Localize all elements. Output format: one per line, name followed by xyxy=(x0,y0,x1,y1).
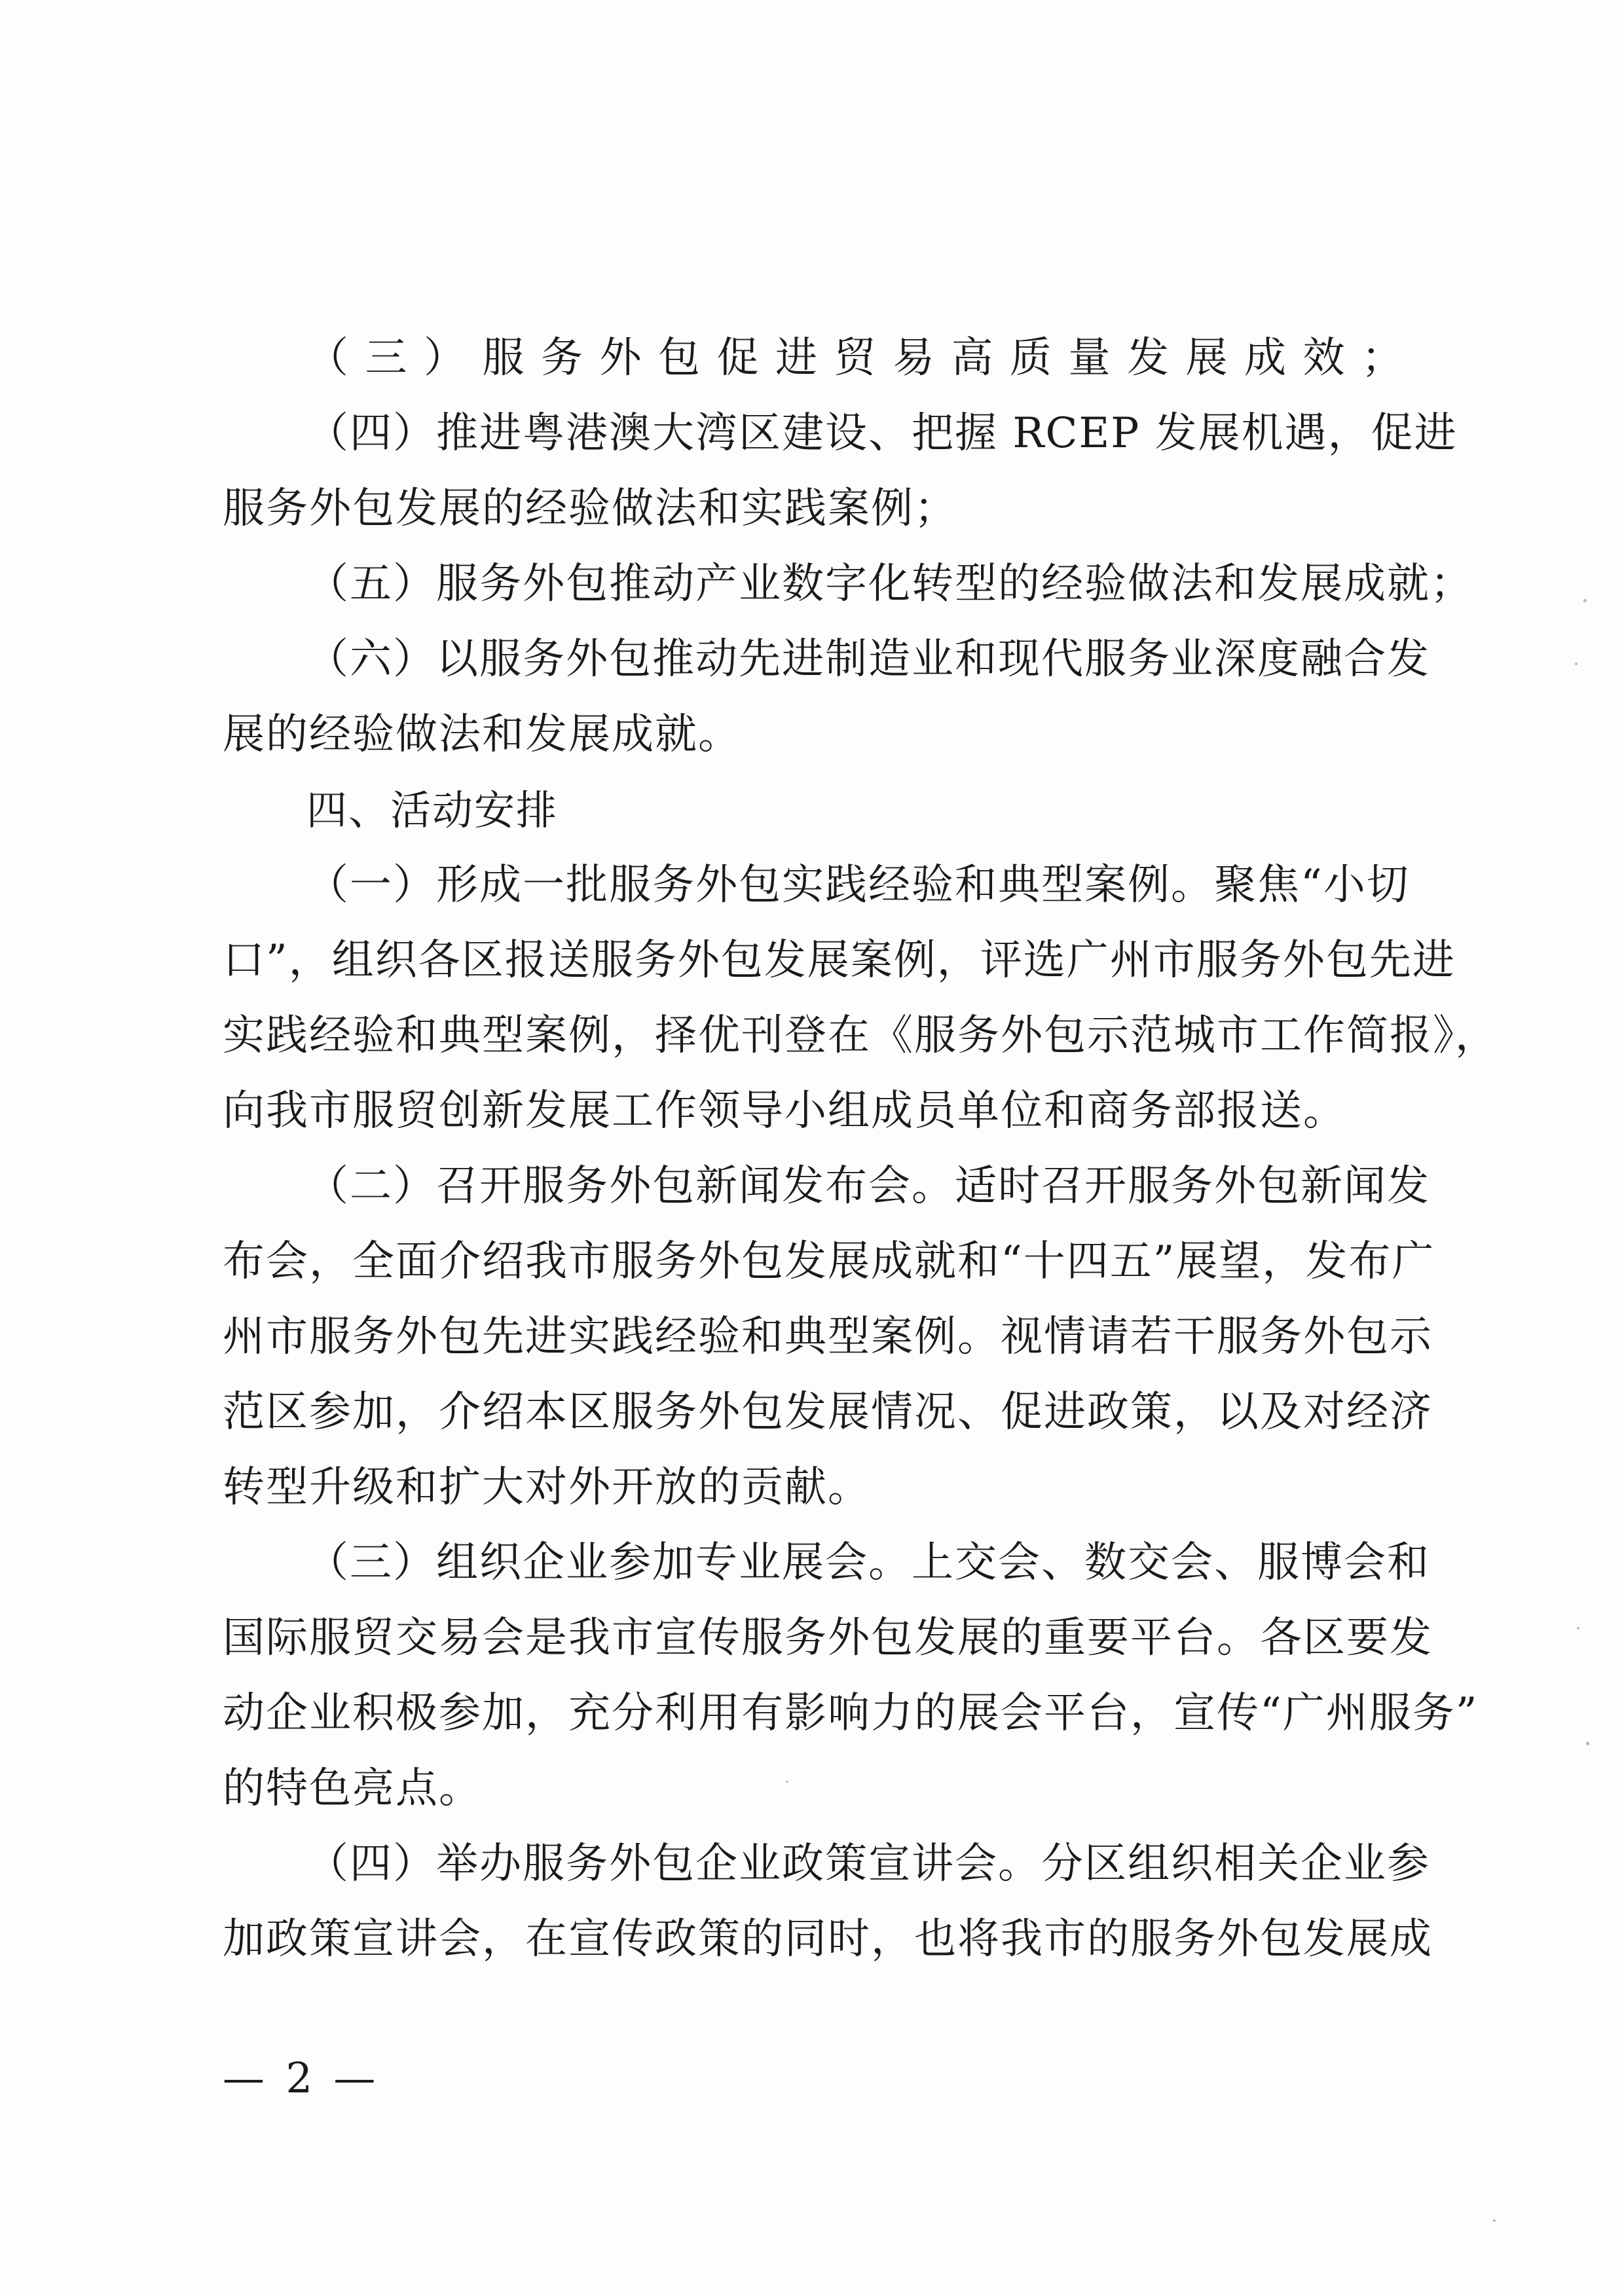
paragraph-line: （二）召开服务外包新闻发布会。适时召开服务外包新闻发 xyxy=(306,1162,1430,1211)
paragraph-line: 口”，组织各区报送服务外包发展案例，评选广州市服务外包先进 xyxy=(223,936,1456,985)
paragraph-line: （一）形成一批服务外包实践经验和典型案例。聚焦“小切 xyxy=(306,861,1410,909)
scan-speck xyxy=(1577,1627,1579,1630)
document-body xyxy=(223,321,1498,1977)
paragraph-line: 实践经验和典型案例，择优刊登在《服务外包示范城市工作简报》， xyxy=(223,1011,1498,1060)
paragraph-line: 的特色亮点。 xyxy=(223,1764,482,1813)
paragraph-line: （六）以服务外包推动先进制造业和现代服务业深度融合发 xyxy=(306,635,1430,683)
paragraph-line: （四）举办服务外包企业政策宣讲会。分区组织相关企业参 xyxy=(306,1840,1430,1888)
paragraph-line: （三）组织企业参加专业展会。上交会、数交会、服博会和 xyxy=(306,1539,1430,1587)
section-heading: 四、活动安排 xyxy=(306,786,559,834)
paragraph-line: 转型升级和扩大对外开放的贡献。 xyxy=(223,1463,871,1512)
paragraph-line: 范区参加，介绍本区服务外包发展情况、促进政策，以及对经济 xyxy=(223,1388,1433,1436)
paragraph-line: 向我市服贸创新发展工作领导小组成员单位和商务部报送。 xyxy=(223,1087,1346,1135)
paragraph-line: 布会，全面介绍我市服务外包发展成就和“十四五”展望，发布广 xyxy=(223,1237,1435,1286)
paragraph-line: 服务外包发展的经验做法和实践案例； xyxy=(223,484,957,533)
paragraph-line: 州市服务外包先进实践经验和典型案例。视情请若干服务外包示 xyxy=(223,1313,1433,1361)
paragraph-line: （三）服务外包促进贸易高质量发展成效； xyxy=(306,334,1405,382)
scan-speck xyxy=(1493,2219,1496,2222)
scan-speck xyxy=(1586,1741,1589,1745)
paragraph-line: 加政策宣讲会，在宣传政策的同时，也将我市的服务外包发展成 xyxy=(223,1915,1433,1963)
scan-speck xyxy=(786,1781,788,1783)
scan-speck xyxy=(1575,663,1578,665)
page-number: — 2 — xyxy=(223,2054,380,2103)
paragraph-line: （五）服务外包推动产业数字化转型的经验做法和发展成就； xyxy=(306,560,1473,608)
paragraph-line: 国际服贸交易会是我市宣传服务外包发展的重要平台。各区要发 xyxy=(223,1614,1433,1662)
paragraph-line: （四）推进粤港澳大湾区建设、把握 RCEP 发展机遇，促进 xyxy=(306,409,1458,458)
paragraph-line: 展的经验做法和发展成就。 xyxy=(223,710,741,759)
scan-speck xyxy=(1583,599,1587,602)
paragraph-line: 动企业积极参加，充分利用有影响力的展会平台，宣传“广州服务” xyxy=(223,1689,1479,1738)
